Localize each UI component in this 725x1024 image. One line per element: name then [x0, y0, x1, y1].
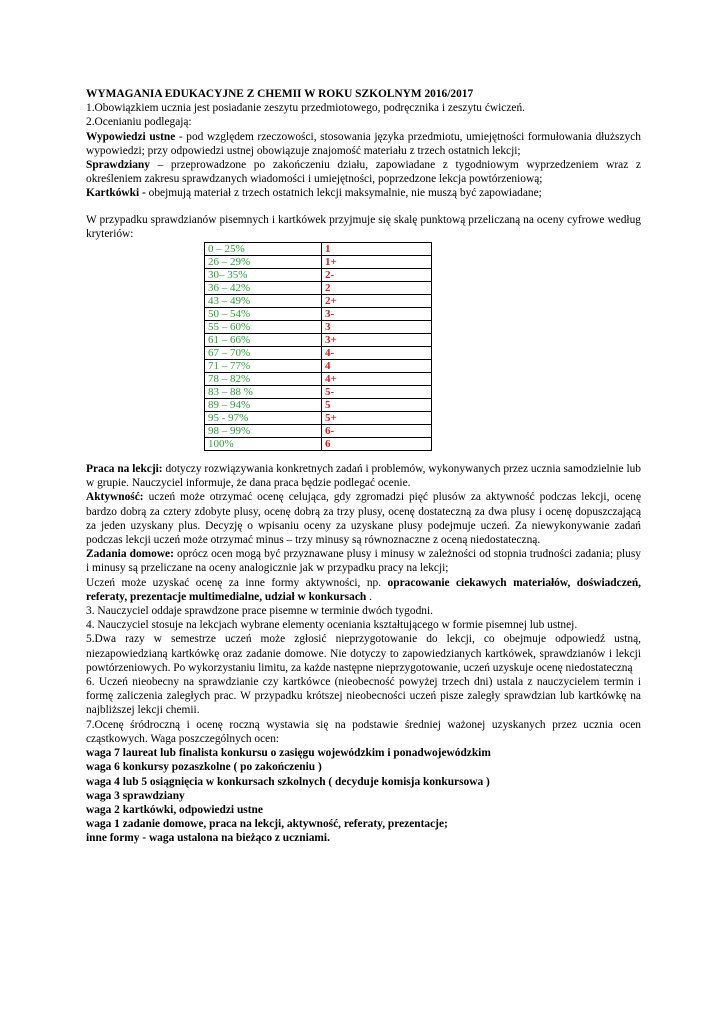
range-cell: 50 – 54% [205, 308, 322, 321]
table-row [205, 360, 432, 373]
range-cell: 26 – 29% [205, 256, 322, 269]
tail-inne: . [366, 590, 372, 603]
paragraph-3: 3. Nauczyciel oddaje sprawdzone prace pisemne w terminie dwóch tygodni. [86, 605, 433, 618]
grade-cell: 4+ [322, 373, 432, 386]
term-aktywnosc: Aktywność: [86, 491, 144, 504]
paragraph-aktywnosc [86, 490, 641, 547]
weight-item: waga 4 lub 5 osiągnięcia w konkursach szkolnych ( decyduje komisja konkursowa ) [86, 775, 490, 788]
item-kartkowki [86, 186, 641, 200]
weight-item: waga 1 zadanie domowe, praca na lekcji, aktywność, referaty, prezentacje; [86, 818, 448, 831]
range-cell: 78 – 82% [205, 373, 322, 386]
range-cell: 55 – 60% [205, 321, 322, 334]
paragraph-5: 5.Dwa razy w semestrze uczeń może zgłosić nieprzygotowanie do lekcji, co obejmuje odpowiedź ustną, niezapowiedzianą kartkówkę oraz zadanie domowe. Nie dotyczy to zapowiedzianych kartkówek, sprawdzianów i lekcji powtórzeniowych. Po wykorzystaniu limitu, za każde następne nieprzygotowanie, uczeń uzyskuje ocenę niedostateczną [86, 633, 641, 674]
grade-cell: 6 [322, 438, 432, 451]
range-cell: 43 – 49% [205, 295, 322, 308]
grade-cell: 3+ [322, 334, 432, 347]
grade-cell: 4 [322, 360, 432, 373]
table-row [205, 412, 432, 425]
text-zadania: oprócz ocen mogą być przyznawane plusy i minusy w zależności od stopnia trudności zadania; plusy i minusy są przeliczane na oceny analogicznie jak w przypadku pracy na lekcji; [86, 548, 641, 575]
table-row [205, 256, 432, 269]
table-row [205, 295, 432, 308]
range-cell: 83 – 88 % [205, 386, 322, 399]
item-text: obejmują materiał z trzech ostatnich lekcji maksymalnie, nie muszą być zapowiadane; [145, 187, 542, 200]
weight-item: waga 2 kartkówki, odpowiedzi ustne [86, 803, 263, 816]
item-sprawdziany [86, 158, 641, 186]
grade-cell: 5+ [322, 412, 432, 425]
text-inne: Uczeń może uzyskać ocenę za inne formy aktywności, np. [86, 576, 388, 589]
grade-cell: 2+ [322, 295, 432, 308]
grade-cell: 2 [322, 282, 432, 295]
weight-item: waga 3 sprawdziany [86, 789, 185, 802]
range-cell: 98 – 99% [205, 425, 322, 438]
table-row [205, 243, 432, 256]
grade-cell: 6- [322, 425, 432, 438]
grade-cell: 1+ [322, 256, 432, 269]
paragraph-praca [86, 462, 641, 490]
paragraph-7: 7.Ocenę śródroczną i ocenę roczną wystawia się na podstawie średniej ważonej uzyskanych przez ucznia ocen cząstkowych. Waga poszczególnych ocen: [86, 718, 641, 745]
grade-cell: 4- [322, 347, 432, 360]
grade-cell: 3 [322, 321, 432, 334]
item-text: - pod względem rzeczowości, stosowania języka przedmiotu, umiejętności formułowania dłuższych wypowiedzi; przy odpowiedzi ustnej obowiązuje znajomość materiału z trzech ostatnich lekcji; [86, 130, 641, 157]
weight-item: waga 7 laureat lub finalista konkursu o zasięgu wojewódzkim i ponadwojewódzkim [86, 747, 491, 760]
table-row [205, 425, 432, 438]
grade-cell: 3- [322, 308, 432, 321]
grade-cell: 5- [322, 386, 432, 399]
range-cell: 30– 35% [205, 269, 322, 282]
document-title: WYMAGANIA EDUKACYJNE Z CHEMII W ROKU SZKOLNYM 2016/2017 [86, 88, 474, 100]
bold-inne: opracowanie ciekawych materiałów, doświadczeń, referaty, prezentacje multimedialne, udział w konkursach [86, 576, 641, 603]
term-praca: Praca na lekcji: [86, 463, 163, 476]
range-cell: 61 – 66% [205, 334, 322, 347]
item-term: Wypowiedzi ustne [86, 130, 176, 143]
table-row [205, 269, 432, 282]
weight-item: inne formy - waga ustalona na bieżąco z uczniami. [86, 832, 330, 845]
range-cell: 95 - 97% [205, 412, 322, 425]
table-row [205, 373, 432, 386]
table-row [205, 282, 432, 295]
range-cell: 0 – 25% [205, 243, 322, 256]
table-row [205, 334, 432, 347]
range-cell: 89 – 94% [205, 399, 322, 412]
grade-cell: 2- [322, 269, 432, 282]
item-wypowiedzi [86, 130, 641, 158]
item-term: Kartkówki - [86, 187, 146, 200]
text-praca: dotyczy rozwiązywania konkretnych zadań i problemów, wykonywanych przez ucznia samodzielnie lub w grupie. Nauczyciel informuje, że dana praca będzie podlegać ocenie. [86, 463, 641, 490]
scale-intro: W przypadku sprawdzianów pisemnych i kartkówek przyjmuje się skalę punktową przeliczaną na oceny cyfrowe według kryteriów: [86, 213, 641, 240]
range-cell: 36 – 42% [205, 282, 322, 295]
document-page [86, 87, 641, 846]
item-text: – przeprowadzone po zakończeniu działu, zapowiadane z tygodniowym wyprzedzeniem wraz z określeniem zakresu sprawdzanych wiadomości i umiejętności, poprzedzone lekcja powtórzeniową; [86, 159, 641, 186]
item-term: Sprawdziany [86, 159, 150, 172]
paragraph-4: 4. Nauczyciel stosuje na lekcjach wybrane elementy oceniania kształtującego w formie pisemnej lub ustnej. [86, 619, 578, 632]
paragraph-2: 2.Ocenianiu podlegają: [86, 116, 192, 129]
table-row [205, 399, 432, 412]
weight-item: waga 6 konkursy pozaszkolne ( po zakończeniu ) [86, 761, 322, 774]
weights-list [86, 746, 641, 845]
paragraph-1: 1.Obowiązkiem ucznia jest posiadanie zeszytu przedmiotowego, podręcznika i zeszytu ćwiczeń. [86, 102, 526, 115]
term-zadania: Zadania domowe: [86, 548, 174, 561]
range-cell: 67 – 70% [205, 347, 322, 360]
text-aktywnosc: uczeń może otrzymać ocenę celująca, gdy zgromadzi pięć plusów za aktywność podczas lekcji, ocenę bardzo dobrą za cztery zdobyte plusy, ocenę dobrą za trzy plusy, ocenę dostateczną za dwa plusy i ocenę dopuszczającą za jeden uzyskany plus. Decyzję o wpisaniu oceny za uzyskane plusy podejmuje uczeń. Za niewykonywanie zadań podczas lekcji uczeń może otrzymać minus – trzy minusy są równoznaczne z oceną niedostateczną. [86, 491, 641, 547]
grading-scale-table [204, 242, 432, 451]
table-row [205, 438, 432, 451]
paragraph-zadania [86, 547, 641, 575]
grade-cell: 5 [322, 399, 432, 412]
paragraph-inne [86, 576, 641, 604]
table-row [205, 321, 432, 334]
paragraph-6: 6. Uczeń nieobecny na sprawdzianie czy kartkówce (nieobecność powyżej trzech dni) ustala z nauczycielem termin i formę zaliczenia zaległych prac. W przypadku krótszej nieobecności uczeń pisze zaległy sprawdzian lub kartkówkę na najbliższej lekcji chemii. [86, 676, 641, 717]
grade-cell: 1 [322, 243, 432, 256]
table-row [205, 386, 432, 399]
table-row [205, 308, 432, 321]
range-cell: 100% [205, 438, 322, 451]
table-row [205, 347, 432, 360]
range-cell: 71 – 77% [205, 360, 322, 373]
